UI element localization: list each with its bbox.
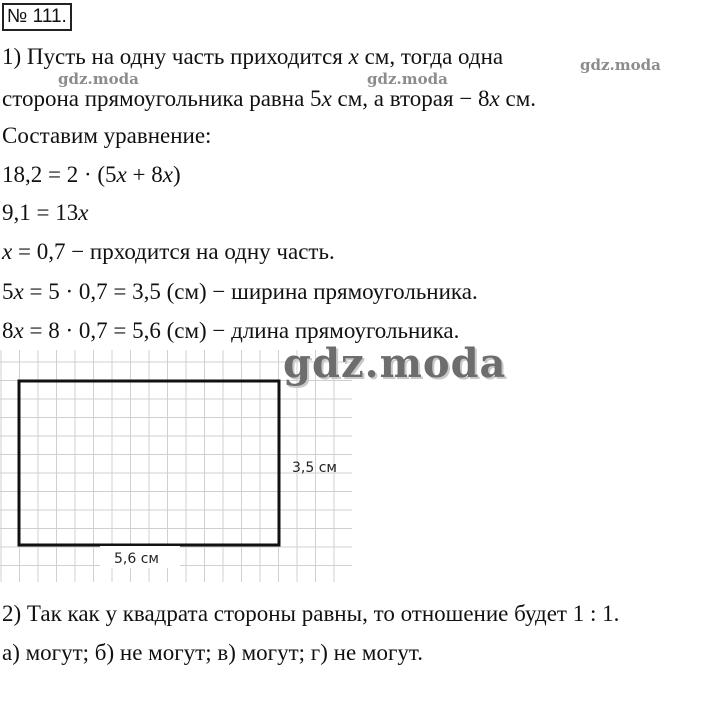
equation-1: 18,2 = 2 · (5x + 8x) [2,162,181,187]
watermark-logo-big: gdz.moda [283,340,507,387]
equation-3: x = 0,7 − прходится на одну часть. [2,239,335,264]
task-number: № 111. [2,3,72,31]
solution-line-2: сторона прямоугольника равна 5x см, а вторая − 8x см. [2,86,537,111]
answers: а) могут; б) не могут; в) могут; г) не могут. [2,640,423,665]
equation-5: 8x = 8 · 0,7 = 5,6 (см) − длина прямоугольника. [2,318,460,343]
solution-line-1: 1) Пусть на одну часть приходится x см, тогда одна [2,44,504,69]
watermark-logo-2: gdz.moda [58,70,139,88]
watermark-logo-3: gdz.moda [367,70,448,88]
length-label: 5,6 см [114,551,159,567]
equation-4: 5x = 5 · 0,7 = 3,5 (см) − ширина прямоугольника. [2,279,478,304]
width-label: 3,5 см [292,460,337,476]
part-2-text: 2) Так как у квадрата стороны равны, то отношение будет 1 : 1. [2,601,620,626]
equation-2: 9,1 = 13x [2,200,89,225]
equation-intro: Составим уравнение: [2,123,212,148]
watermark-logo-1: gdz.moda [580,56,661,74]
